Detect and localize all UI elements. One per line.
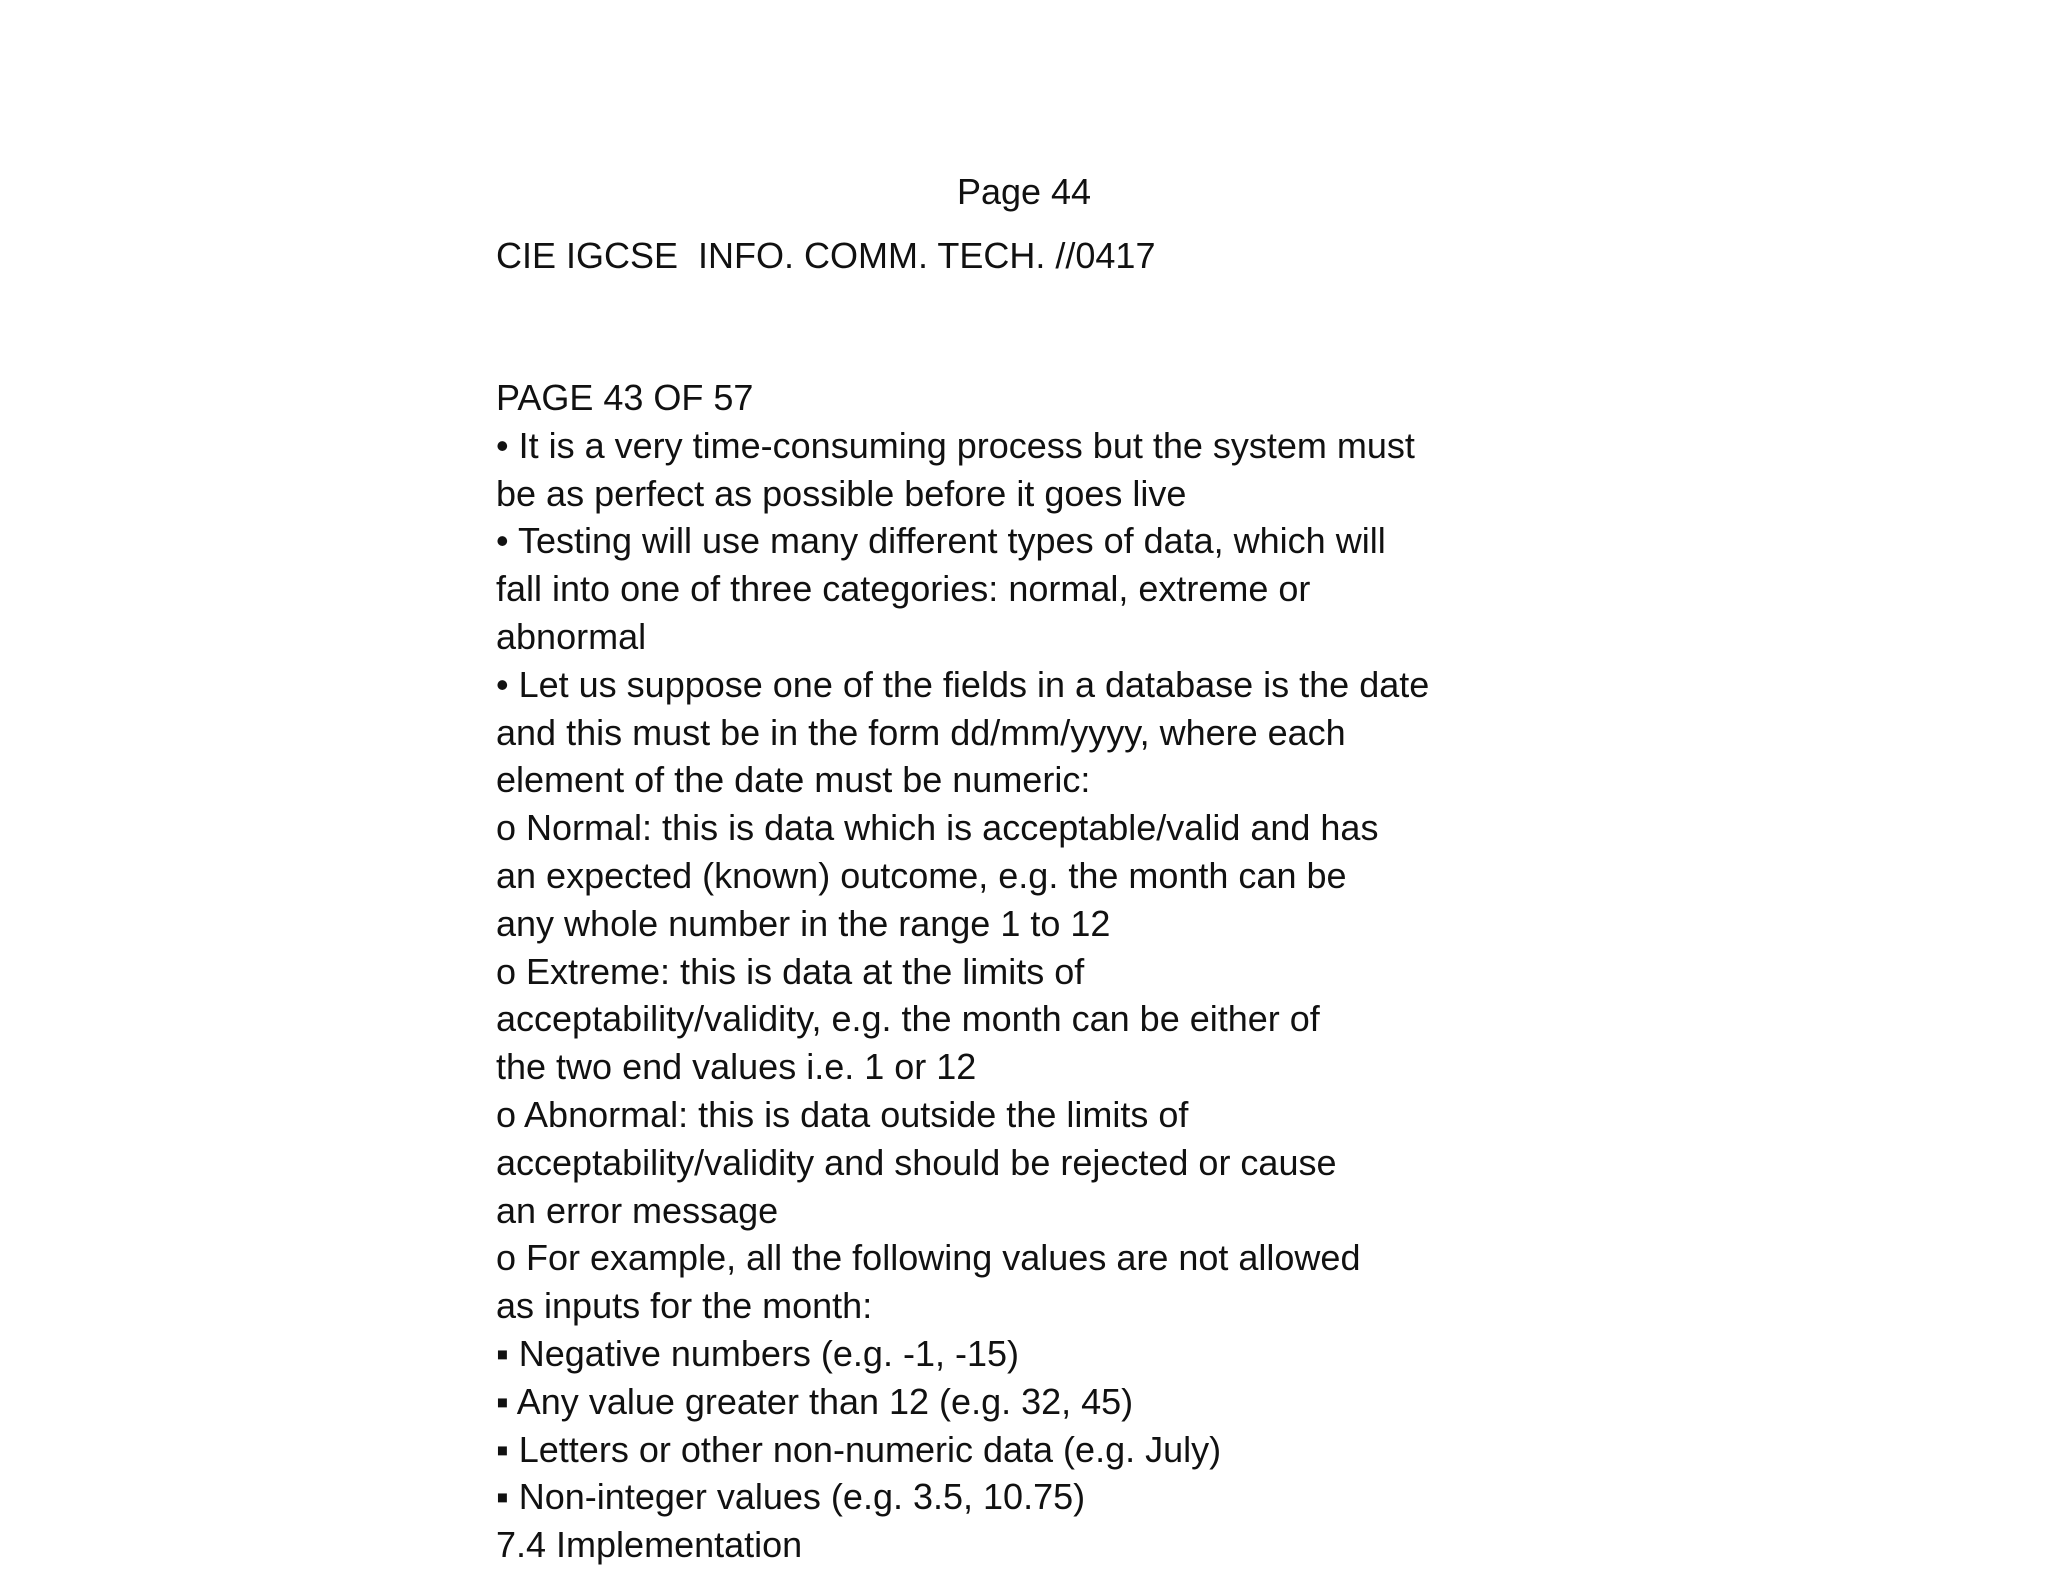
text-line: the two end values i.e. 1 or 12 [496,1046,977,1088]
text-line: ▪ Letters or other non-numeric data (e.g. July) [496,1428,1222,1470]
text-line: o For example, all the following values are not allowed [496,1237,1361,1279]
text-line: abnormal [496,615,647,657]
text-line: • It is a very time-consuming process but the system must [496,424,1415,466]
text-line: • Let us suppose one of the fields in a database is the date [496,663,1430,705]
text-line: fall into one of three categories: normal, extreme or [496,568,1311,610]
text-line: as inputs for the month: [496,1285,873,1327]
body-text [496,374,1516,1569]
text-line: o Normal: this is data which is acceptable/valid and has [496,807,1379,849]
text-line: an expected (known) outcome, e.g. the month can be [496,854,1347,896]
text-line: ▪ Any value greater than 12 (e.g. 32, 45) [496,1380,1134,1422]
text-line: any whole number in the range 1 to 12 [496,902,1111,944]
text-line: ▪ Non-integer values (e.g. 3.5, 10.75) [496,1476,1086,1518]
text-line: • Testing will use many different types of data, which will [496,520,1386,562]
text-line: o Extreme: this is data at the limits of [496,950,1085,992]
text-line: ▪ Negative numbers (e.g. -1, -15) [496,1332,1019,1374]
text-line: acceptability/validity, e.g. the month can be either of [496,998,1320,1040]
section-heading: 7.4 Implementation [496,1524,803,1566]
page-count-line: PAGE 43 OF 57 [496,377,754,418]
text-line: an error message [496,1189,779,1231]
text-line: acceptability/validity and should be rejected or cause [496,1141,1337,1183]
text-line: o Abnormal: this is data outside the limits of [496,1093,1189,1135]
text-line: and this must be in the form dd/mm/yyyy, where each [496,711,1346,753]
page-number: Page 44 [956,171,1092,212]
course-header: CIE IGCSE INFO. COMM. TECH. //0417 [496,235,1156,276]
text-line: element of the date must be numeric: [496,759,1091,801]
text-line: be as perfect as possible before it goes live [496,472,1187,514]
